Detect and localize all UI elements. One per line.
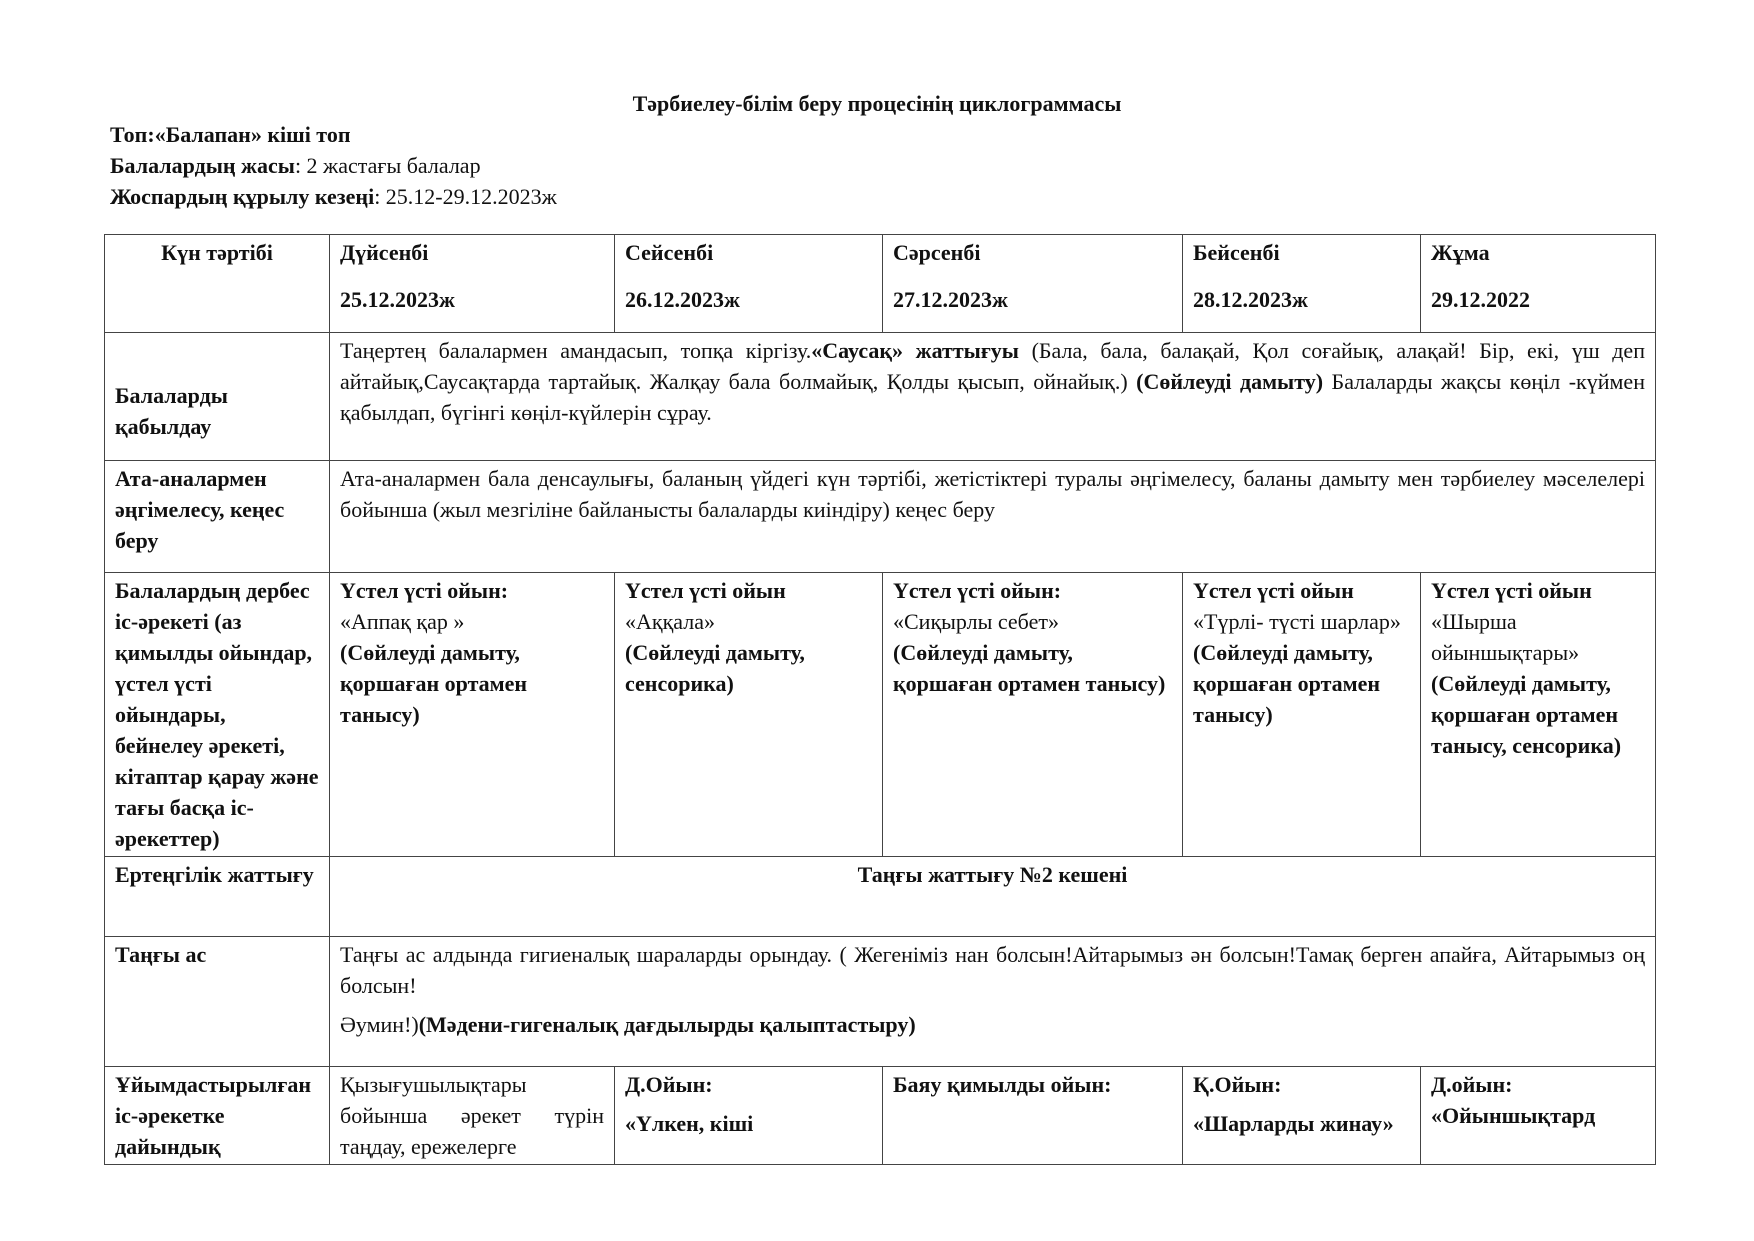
parents-label-cell (105, 461, 330, 573)
preparation-text: Қызығушылықтары бойынша әрекет түрін таңдау, ережелерге (340, 1072, 604, 1159)
header-row (105, 235, 1656, 333)
period-line (110, 181, 557, 212)
day-date: 25.12.2023ж (340, 287, 455, 312)
day-name: Сәрсенбі (893, 240, 981, 265)
exercise-content-cell (330, 857, 1656, 937)
game-heading: Үстел үсті ойын: (340, 578, 509, 603)
reception-label: Балаларды қабылдау (115, 382, 228, 439)
game-goal: (Сөйлеуді дамыту, қоршаған ортамен танысу) (1193, 640, 1381, 727)
schedule-header-cell (105, 235, 330, 333)
breakfast-text-a: Таңғы ас алдында гигиеналық шараларды орындау. ( Жегеніміз нан болсын!Айтарымыз ән болсын!Тамақ берген апайға, Айтарымыз оң болсын! (340, 942, 1645, 998)
preparation-heading: Д.ойын: (1431, 1072, 1513, 1097)
preparation-cell-monday (330, 1067, 615, 1165)
reception-label-cell (105, 333, 330, 461)
day-header-wednesday (883, 235, 1183, 333)
exercise-label-cell (105, 857, 330, 937)
preparation-game: «Ойыншықтард (1431, 1103, 1596, 1128)
game-goal: (Сөйлеуді дамыту, қоршаған ортамен танысу) (340, 640, 528, 727)
breakfast-goal: (Мәдени-гигеналық дағдылырды қалыптастыру) (418, 1012, 916, 1037)
day-date: 29.12.2022 (1431, 287, 1530, 312)
breakfast-text-line2 (340, 1009, 1645, 1040)
document-meta (110, 119, 557, 212)
game-title: «Түрлі- түсті шарлар» (1193, 609, 1401, 634)
day-name: Жұма (1431, 240, 1490, 265)
game-heading: Үстел үсті ойын (625, 578, 786, 603)
finger-exercise-title: «Саусақ» жаттығуы (811, 338, 1019, 363)
parents-label: Ата-аналармен әңгімелесу, кеңес беру (115, 466, 285, 553)
day-date: 28.12.2023ж (1193, 287, 1308, 312)
game-title: «Аппақ қар » (340, 609, 465, 634)
game-heading: Үстел үсті ойын: (893, 578, 1062, 603)
preparation-game: «Үлкен, кіші (625, 1111, 754, 1136)
reception-row (105, 333, 1656, 461)
reception-text-a: Таңертең балалармен амандасып, топқа кіргізу. (340, 338, 812, 363)
period-value: : 25.12-29.12.2023ж (374, 184, 557, 209)
preparation-label-cell (105, 1067, 330, 1165)
day-header-tuesday (615, 235, 883, 333)
game-title: «Шырша ойыншықтары» (1431, 609, 1580, 665)
group-label: Топ: (110, 122, 155, 147)
breakfast-content-cell (330, 937, 1656, 1067)
exercise-row (105, 857, 1656, 937)
cyclogram-table (104, 234, 1656, 1165)
game-goal: (Сөйлеуді дамыту, қоршаған ортамен танысу, сенсорика) (1431, 671, 1622, 758)
breakfast-label-cell (105, 937, 330, 1067)
game-title: «Аққала» (625, 609, 715, 634)
independent-cell-friday (1421, 573, 1656, 857)
preparation-cell-wednesday (883, 1067, 1183, 1165)
independent-cell-monday (330, 573, 615, 857)
parents-row (105, 461, 1656, 573)
preparation-label: Ұйымдастырылған іс-әрекетке дайындық (115, 1072, 312, 1159)
preparation-cell-thursday (1183, 1067, 1421, 1165)
group-line (110, 119, 557, 150)
day-header-friday (1421, 235, 1656, 333)
page-title: Тәрбиелеу-білім беру процесінің циклограммасы (632, 91, 1122, 116)
parents-content-cell (330, 461, 1656, 573)
game-title: «Сиқырлы себет» (893, 609, 1059, 634)
preparation-heading: Д.Ойын: (625, 1072, 713, 1097)
parents-text: Ата-аналармен бала денсаулығы, баланың үйдегі күн тәртібі, жетістіктері туралы әңгімелесу, баланы дамыту мен тәрбиелеу мәселелері бойынша (жыл мезгіліне байланысты балаларды киіндіру) кеңес беру (340, 466, 1645, 522)
independent-row (105, 573, 1656, 857)
breakfast-row (105, 937, 1656, 1067)
day-header-monday (330, 235, 615, 333)
independent-cell-thursday (1183, 573, 1421, 857)
independent-cell-tuesday (615, 573, 883, 857)
age-value: : 2 жастағы балалар (294, 153, 481, 178)
preparation-row (105, 1067, 1656, 1165)
day-name: Дүйсенбі (340, 240, 429, 265)
independent-label: Балалардың дербес іс-әрекеті (аз қимылды ойындар, үстел үсті ойындары, бейнелеу әрекеті, кітаптар қарау және тағы басқа іс-әрекеттер) (115, 578, 319, 851)
preparation-heading: Баяу қимылды ойын: (893, 1072, 1112, 1097)
breakfast-text-b: Әумин!) (340, 1012, 419, 1037)
day-header-thursday (1183, 235, 1421, 333)
age-line (110, 150, 557, 181)
exercise-text: Таңғы жаттығу №2 кешені (857, 862, 1128, 887)
game-heading: Үстел үсті ойын (1431, 578, 1592, 603)
day-date: 27.12.2023ж (893, 287, 1008, 312)
group-value: «Балапан» кіші топ (154, 122, 351, 147)
preparation-cell-friday (1421, 1067, 1656, 1165)
day-date: 26.12.2023ж (625, 287, 740, 312)
day-name: Бейсенбі (1193, 240, 1280, 265)
period-label: Жоспардың құрылу кезеңі (110, 184, 375, 209)
reception-text-e: Балаларды жақсы көңіл -күймен қабылдап, бүгінгі көңіл-күйлерін сұрау. (340, 369, 1645, 425)
preparation-heading: Қ.Ойын: (1193, 1072, 1282, 1097)
finger-exercise-text: (Бала, бала, балақай, Қол соғайық, алақай! Бір, екі, үш деп айтайық,Саусақтарда тартайық. Жалқау бала болмайық, Қолды қысып, ойнайық.) (340, 338, 1645, 394)
reception-content-cell (330, 333, 1656, 461)
schedule-label: Күн тәртібі (161, 240, 273, 265)
independent-label-cell (105, 573, 330, 857)
exercise-label: Ертеңгілік жаттығу (115, 862, 314, 887)
game-goal: (Сөйлеуді дамыту, сенсорика) (625, 640, 805, 696)
age-label: Балалардың жасы (110, 153, 295, 178)
reception-goal: (Сөйлеуді дамыту) (1136, 369, 1324, 394)
day-name: Сейсенбі (625, 240, 714, 265)
breakfast-label: Таңғы ас (115, 942, 207, 967)
preparation-game: «Шарларды жинау» (1193, 1111, 1394, 1136)
independent-cell-wednesday (883, 573, 1183, 857)
game-goal: (Сөйлеуді дамыту, қоршаған ортамен танысу) (893, 640, 1166, 696)
game-heading: Үстел үсті ойын (1193, 578, 1354, 603)
preparation-cell-tuesday (615, 1067, 883, 1165)
